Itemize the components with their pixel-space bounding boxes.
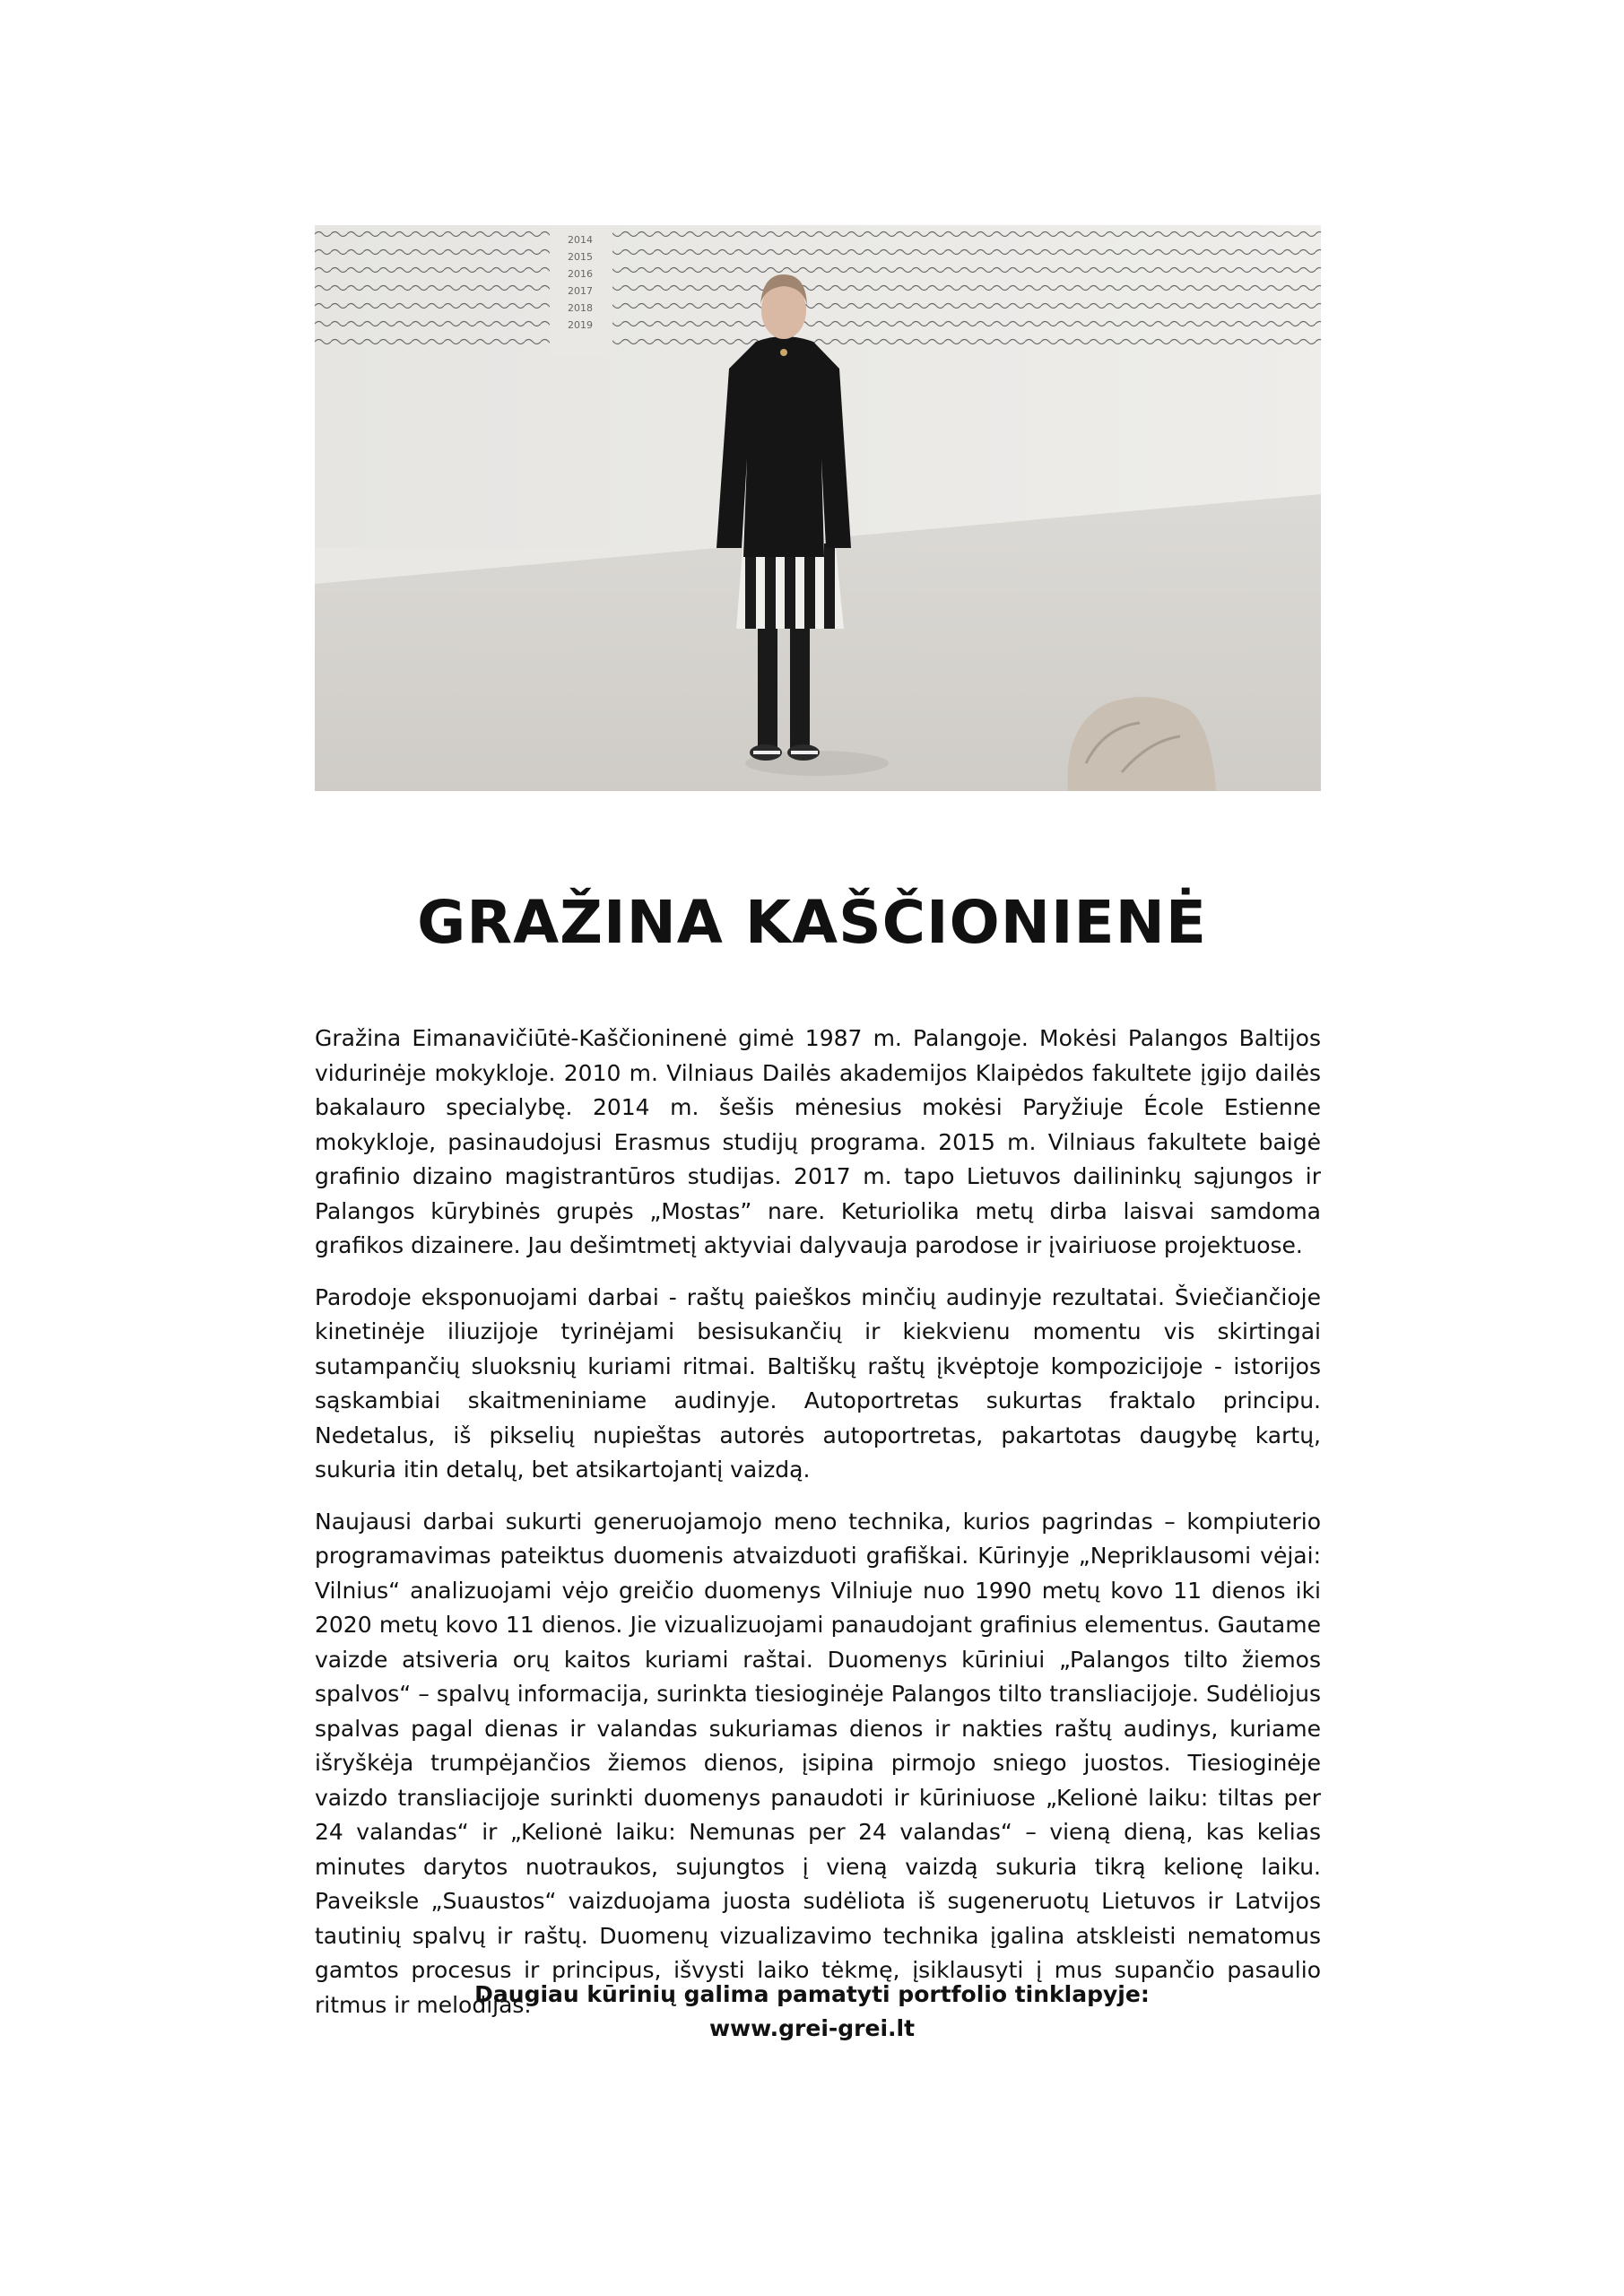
year-label: 2015	[568, 251, 593, 263]
bio-paragraph: Parodoje eksponuojami darbai - raštų paieškos minčių audinyje rezultatai. Šviečiančioje kinetinėje iliuzijoje tyrinėjami besisukančių ir kiekvienu momentu vis skirtingai sutampančių sluoksnių kuriami ritmai. Baltiškų raštų įkvėptoje kompozicijoje - istorijos sąskambiai skaitmeniniame audinyje. Autoportretas sukurtas fraktalo principu. Nedetalus, iš pikselių nupieštas autorės autoportretas, pakartotas daugybę kartų, sukuria itin detalų, bet atsikartojantį vaizdą.	[315, 1283, 1321, 1483]
bio-text	[315, 1022, 1321, 2039]
portfolio-note: Daugiau kūrinių galima pamatyti portfolio tinklapyje:	[474, 1981, 1150, 2007]
portfolio-link[interactable]: www.grei-grei.lt	[708, 2015, 916, 2041]
year-label: 2016	[568, 268, 593, 280]
artist-name-title: GRAŽINA KAŠČIONIENĖ	[417, 888, 1207, 957]
bio-paragraph: Naujausi darbai sukurti generuojamojo meno technika, kurios pagrindas – kompiuterio programavimas pateiktus duomenis atvaizduoti grafiškai. Kūrinyje „Nepriklausomi vėjai: Vilnius“ analizuojami vėjo greičio duomenys Vilniuje nuo 1990 metų kovo 11 dienos iki 2020 metų kovo 11 dienos. Jie vizualizuojami panaudojant grafinius elementus. Gautame vaizde atsiveria orų kaitos kuriami raštai. Duomenys kūriniui „Palangos tilto žiemos spalvos“ – spalvų informacija, surinkta tiesioginėje Palangos tilto transliacijoje. Sudėliojus spalvas pagal dienas ir valandas sukuriamas dienos ir nakties raštų audinys, kuriame išryškėja trumpėjančios žiemos dienos, įsipina pirmojo sniego juostos. Tiesioginėje vaizdo transliacijoje surinkti duomenys panaudoti ir kūriniuose „Kelionė laiku: tiltas per 24 valandas“ ir „Kelionė laiku: Nemunas per 24 valandas“ – vieną dieną, kas kelias minutes darytos nuotraukos, sujungtos į vieną vaizdą sukuria tikrą kelionę laiku. Paveiksle „Suaustos“ vaizduojama juosta sudėliota iš sugeneruotų Lietuvos ir Latvijos tautinių spalvų ir raštų. Duomenų vizualizavimo technika įgalina atskleisti nematomus gamtos procesus ir principus, išvysti laiko tėkmę, įsiklausyti į mus supančio pasaulio ritmus ir melodijas.	[315, 1508, 1321, 2018]
year-label: 2019	[568, 319, 593, 331]
bio-paragraph: Gražina Eimanavičiūtė-Kaščioninenė gimė 1987 m. Palangoje. Mokėsi Palangos Baltijos vidurinėje mokykloje. 2010 m. Vilniaus Dailės akademijos Klaipėdos fakultete įgijo dailės bakalauro specialybę. 2014 m. šešis mėnesius mokėsi Paryžiuje École Estienne mokykloje, pasinaudojusi Erasmus studijų programa. 2015 m. Vilniaus fakultete baigė grafinio dizaino magistrantūros studijas. 2017 m. tapo Lietuvos dailininkų sąjungos ir Palangos kūrybinės grupės „Mostas” nare. Keturiolika metų dirba laisvai samdoma grafikos dizainere. Jau dešimtmetį aktyviai dalyvauja parodose ir įvairiuose projektuose.	[315, 1025, 1321, 1258]
year-label: 2014	[568, 234, 593, 246]
artist-photo	[315, 225, 1321, 791]
year-label: 2017	[568, 285, 593, 297]
portfolio-footer	[0, 1978, 1624, 2046]
photo-scene	[315, 225, 1321, 791]
year-label: 2018	[568, 302, 593, 314]
wave-pattern-artwork	[315, 225, 1321, 351]
